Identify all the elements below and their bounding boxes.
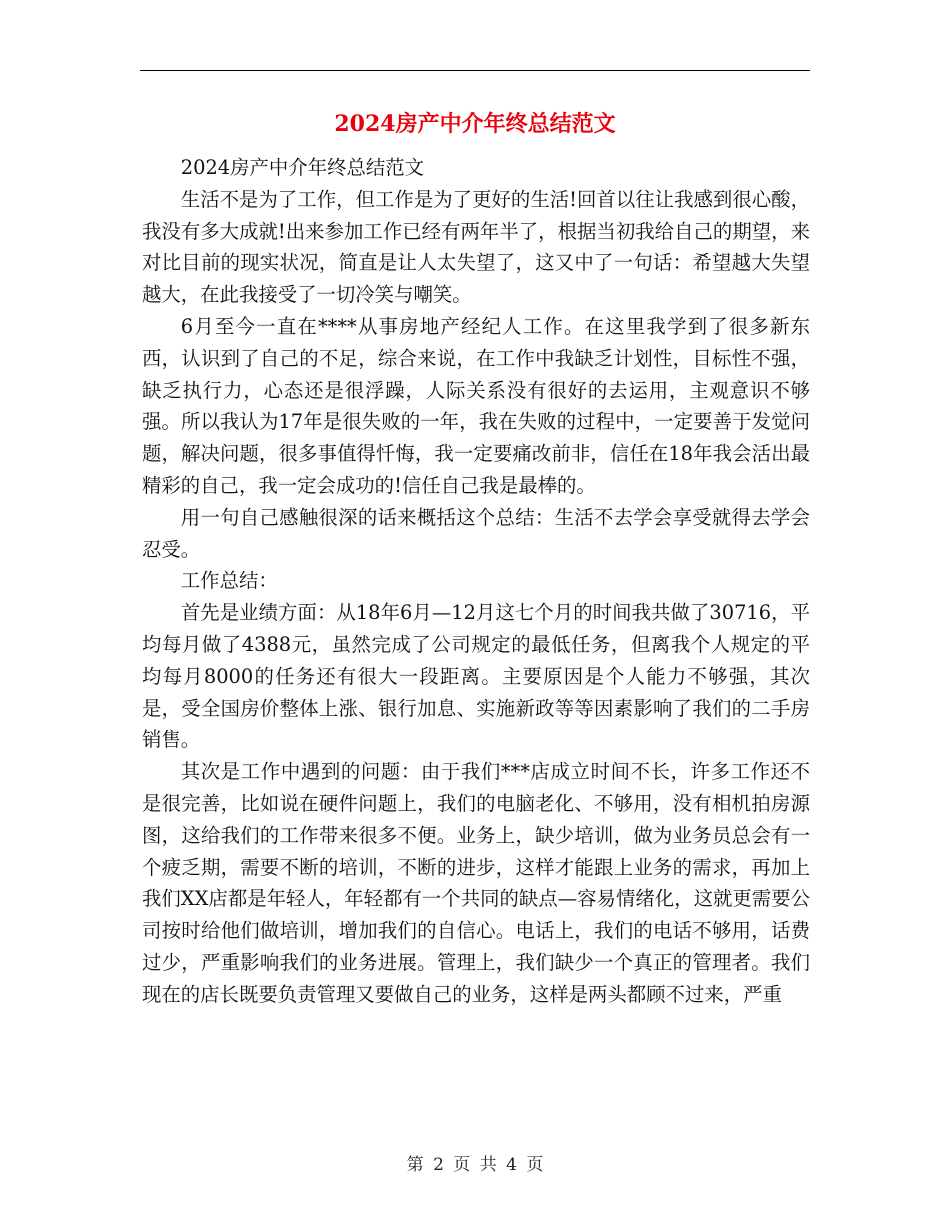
paragraph-problems: 其次是工作中遇到的问题：由于我们***店成立时间不长，许多工作还不是很完善，比如说在硬件问题上，我们的电脑老化、不够用，没有相机拍房源图，这给我们的工作带来很多不便。业务上，缺少培训，做为业务员总会有一个疲乏期，需要不断的培训，不断的进步，这样才能跟上业务的需求，再加上我们XX店都是年轻人，年轻都有一个共同的缺点—容易情绪化，这就更需要公司按时给他们做培训，增加我们的自信心。电话上，我们的电话不够用，话费过少，严重影响我们的业务进展。管理上，我们缺少一个真正的管理者。我们现在的店长既要负责管理又要做自己的业务，这样是两头都顾不过来，严重	[142, 760, 810, 1006]
document-title: 2024房产中介年终总结范文	[334, 111, 616, 137]
page-number-footer: 第 2 页 共 4 页	[406, 1155, 544, 1175]
header-rule	[140, 70, 810, 71]
paragraph-experience: 6月至今一直在****从事房地产经纪人工作。在这里我学到了很多新东西，认识到了自己的不足，综合来说，在工作中我缺乏计划性，目标性不强，缺乏执行力，心态还是很浮躁，人际关系没有很好的去运用，主观意识不够强。所以我认为17年是很失败的一年，我在失败的过程中，一定要善于发觉问题，解决问题，很多事值得忏悔，我一定要痛改前非，信任在18年我会活出最精彩的自己，我一定会成功的!信任自己我是最棒的。	[142, 314, 810, 497]
paragraph-section-heading: 工作总结：	[180, 569, 278, 593]
paragraph-subtitle: 2024房产中介年终总结范文	[180, 156, 425, 179]
paragraph-intro: 生活不是为了工作，但工作是为了更好的生活!回首以往让我感到很心酸，我没有多大成就!出来参加工作已经有两年半了，根据当初我给自己的期望，来对比目前的现实状况，简直是让人太失望了，这又中了一句话：希望越大失望越大，在此我接受了一切冷笑与嘲笑。	[142, 187, 810, 307]
paragraph-motto: 用一句自己感触很深的话来概括这个总结：生活不去学会享受就得去学会忍受。	[142, 505, 810, 561]
document-body	[142, 152, 810, 1011]
paragraph-performance: 首先是业绩方面：从18年6月—12月这七个月的时间我共做了30716，平均每月做了4388元，虽然完成了公司规定的最低任务，但离我个人规定的平均每月8000的任务还有很大一段距离。主要原因是个人能力不够强，其次是，受全国房价整体上涨、银行加息、实施新政等等因素影响了我们的二手房销售。	[142, 601, 810, 752]
